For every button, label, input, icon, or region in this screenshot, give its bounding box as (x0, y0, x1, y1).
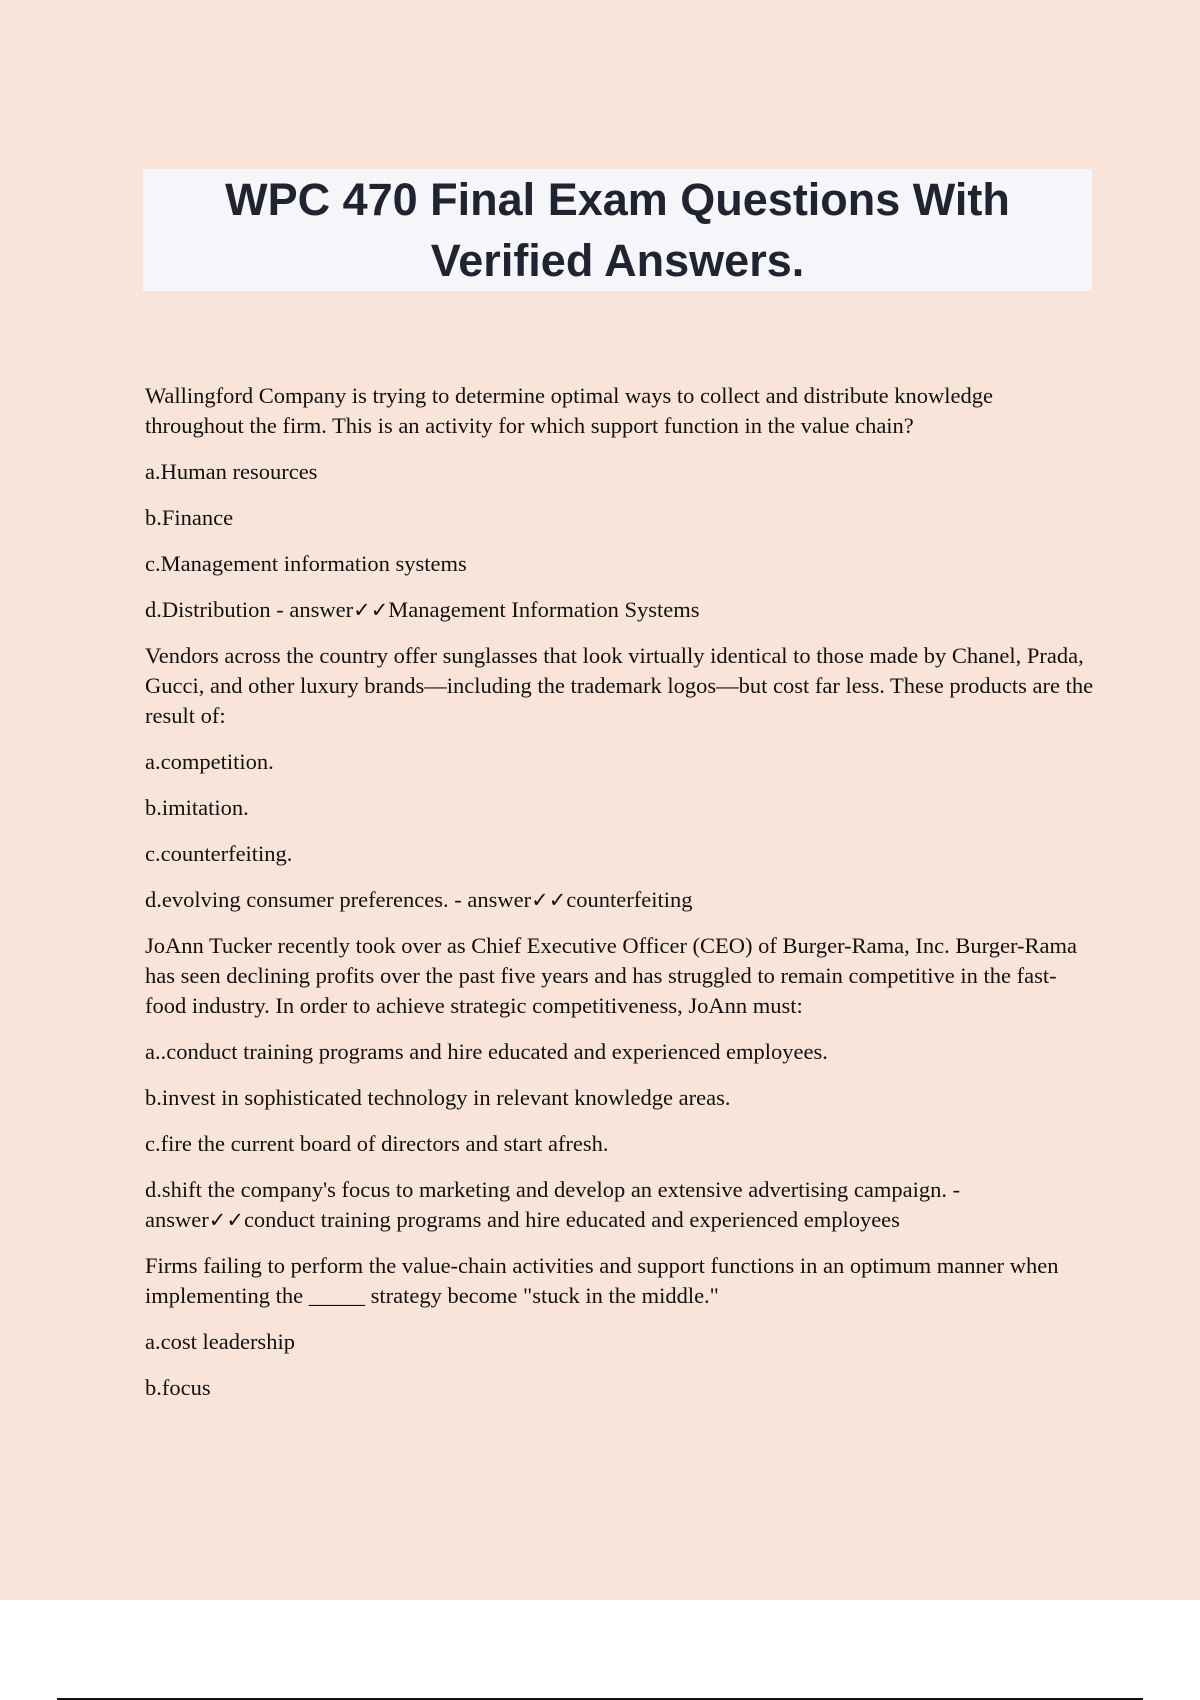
answer-option: b.focus (145, 1375, 211, 1400)
answer-option: b.imitation. (145, 795, 249, 820)
title-banner (143, 169, 1092, 291)
answer-option-with-answer (145, 1175, 1095, 1235)
question-prompt: Firms failing to perform the value-chain activities and support functions in an optimum manner when implementing the _____ strategy become "stuck in the middle." (145, 1253, 1059, 1308)
document-body (145, 381, 1095, 1419)
document-title: WPC 470 Final Exam Questions With Verified Answers. (225, 174, 1010, 286)
answer-option: a..conduct training programs and hire educated and experienced employees. (145, 1039, 828, 1064)
question-prompt: Wallingford Company is trying to determine optimal ways to collect and distribute knowledge throughout the firm. This is an activity for which support function in the value chain? (145, 383, 994, 438)
check-marks: ✓✓ (353, 598, 389, 622)
answer-option: d.evolving consumer preferences. - answer (145, 887, 532, 912)
check-marks: ✓✓ (531, 888, 567, 912)
answer-option: a.Human resources (145, 459, 318, 484)
question-prompt: JoAnn Tucker recently took over as Chief Executive Officer (CEO) of Burger-Rama, Inc. Burger-Rama has seen declining profits over the past five years and has struggled to remain competitive in the fast-food industry. In order to achieve strategic competitiveness, JoAnn must: (145, 933, 1077, 1018)
answer-option: c.counterfeiting. (145, 841, 293, 866)
answer-option-with-answer (145, 595, 1095, 625)
answer-option-with-answer (145, 885, 1095, 915)
answer-option: a.competition. (145, 749, 274, 774)
answer-option: c.Management information systems (145, 551, 467, 576)
correct-answer: Management Information Systems (388, 597, 700, 622)
check-marks: ✓✓ (208, 1208, 244, 1232)
answer-option: b.Finance (145, 505, 234, 530)
answer-option: c.fire the current board of directors and start afresh. (145, 1131, 609, 1156)
question-prompt: Vendors across the country offer sunglasses that look virtually identical to those made by Chanel, Prada, Gucci, and other luxury brands—including the trademark logos—but cost far less. These products are the result of: (145, 643, 1094, 728)
correct-answer: counterfeiting (566, 887, 693, 912)
answer-option: b.invest in sophisticated technology in relevant knowledge areas. (145, 1085, 731, 1110)
correct-answer: conduct training programs and hire educated and experienced employees (243, 1207, 900, 1232)
answer-option: d.shift the company's focus to marketing and develop an extensive advertising campaign. - answer (145, 1177, 961, 1232)
answer-option: a.cost leadership (145, 1329, 295, 1354)
answer-option: d.Distribution - answer (145, 597, 354, 622)
